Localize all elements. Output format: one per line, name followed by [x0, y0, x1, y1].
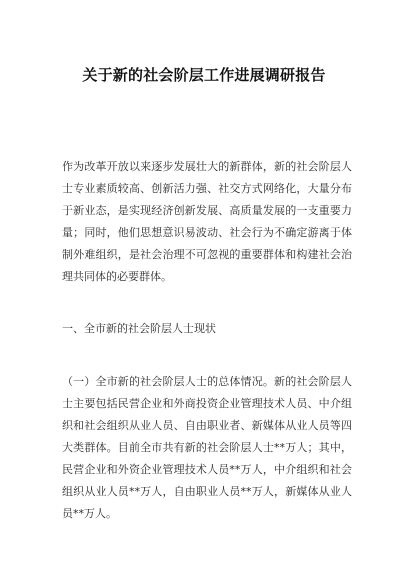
document-title: 关于新的社会阶层工作进展调研报告	[82, 66, 326, 84]
intro-paragraph: 作为改革开放以来逐步发展壮大的新群体，新的社会阶层人士专业素质较高、创新活力强、社交方式网络化，大量分布于新业态，是实现经济创新发展、高质量发展的一支重要力量；同时，他们思想意识易波动、社会行为不确定游离于体制外难组织，是社会治理不可忽视的重要群体和构建社会治理共同体的必要群体。	[62, 160, 352, 283]
section-heading: 一、全市新的社会阶层人士现状	[62, 322, 216, 335]
section-paragraph: （一）全市新的社会阶层人士的总体情况。新的社会阶层人士主要包括民营企业和外商投资企业管理技术人员、中介组织和社会组织从业人员、自由职业者、新媒体从业人员等四大类群体。目前全市共有新的社会阶层人士**万人；其中，民营企业和外资企业管理技术人员**万人，中介组织和社会组织从业人员**万人，自由职业人员**万人，新媒体从业人员**万人。	[62, 375, 352, 520]
